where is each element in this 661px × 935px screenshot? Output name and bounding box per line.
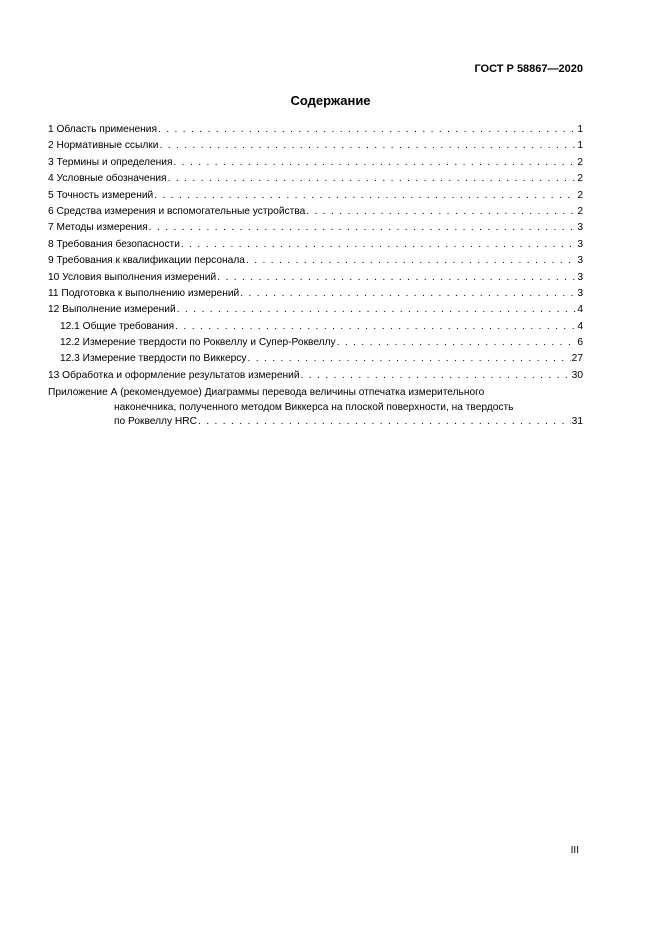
- toc-entry-label: 12.2 Измерение твердости по Роквеллу и Супер-Роквеллу: [60, 337, 336, 349]
- standard-code: ГОСТ Р 58867—2020: [474, 63, 583, 75]
- toc-entry-appendix-a[interactable]: [48, 386, 583, 430]
- toc-leader-dots: [158, 124, 576, 135]
- toc-entry-label: 12.3 Измерение твердости по Виккерсу: [60, 353, 247, 365]
- toc-entry-page: 3: [577, 222, 583, 234]
- toc-entry-13[interactable]: [48, 370, 583, 386]
- toc-leader-dots: [175, 321, 576, 332]
- toc-entry-5[interactable]: [48, 190, 583, 206]
- toc-entry-page: 4: [577, 304, 583, 316]
- appendix-line-3-text: по Роквеллу HRC: [114, 416, 197, 428]
- toc-entry-2[interactable]: [48, 140, 583, 156]
- toc-leader-dots: [177, 304, 577, 315]
- appendix-page: 31: [571, 416, 583, 428]
- toc-entry-page: 2: [577, 173, 583, 185]
- toc-entry-page: 30: [571, 369, 583, 381]
- toc-entry-page: 2: [577, 156, 583, 168]
- toc-entry-4[interactable]: [48, 173, 583, 189]
- toc-entry-page: 6: [577, 337, 583, 349]
- toc-entry-11[interactable]: [48, 288, 583, 304]
- toc-entry-12-2[interactable]: [48, 337, 583, 353]
- toc-entry-label: 3 Термины и определения: [48, 156, 173, 168]
- toc-leader-dots: [301, 370, 571, 381]
- toc-entry-page: 3: [577, 238, 583, 250]
- toc-leader-dots: [159, 140, 576, 151]
- table-of-contents: [48, 124, 583, 430]
- toc-entry-7[interactable]: [48, 222, 583, 238]
- toc-entry-label: 12.1 Общие требования: [60, 320, 175, 332]
- toc-leader-dots: [246, 255, 576, 266]
- toc-leader-dots: [337, 337, 577, 348]
- appendix-line-1: Приложение А (рекомендуемое) Диаграммы перевода величины отпечатка измерительного: [48, 387, 485, 399]
- toc-leader-dots: [181, 239, 576, 250]
- toc-entry-label: 11 Подготовка к выполнению измерений: [48, 287, 240, 299]
- toc-entry-label: 9 Требования к квалификации персонала: [48, 255, 245, 267]
- toc-leader-dots: [168, 173, 577, 184]
- toc-entry-10[interactable]: [48, 272, 583, 288]
- toc-entry-page: 3: [577, 287, 583, 299]
- toc-leader-dots: [154, 190, 576, 201]
- toc-entry-page: 1: [577, 124, 583, 135]
- toc-entry-label: 12 Выполнение измерений: [48, 304, 176, 316]
- toc-leader-dots: [198, 415, 571, 430]
- toc-leader-dots: [217, 272, 576, 283]
- toc-entry-page: 3: [577, 255, 583, 267]
- toc-entry-label: 4 Условные обозначения: [48, 173, 167, 185]
- toc-entry-label: 2 Нормативные ссылки: [48, 140, 159, 152]
- toc-entry-label: 13 Обработка и оформление результатов измерений: [48, 369, 300, 381]
- toc-leader-dots: [173, 157, 576, 168]
- toc-entry-page: 2: [577, 205, 583, 217]
- toc-entry-label: 6 Средства измерения и вспомогательные устройства: [48, 205, 306, 217]
- toc-entry-3[interactable]: [48, 157, 583, 173]
- toc-entry-page: 3: [577, 271, 583, 283]
- toc-entry-page: 27: [571, 353, 583, 365]
- toc-leader-dots: [240, 288, 576, 299]
- toc-entry-8[interactable]: [48, 239, 583, 255]
- appendix-line-3: [48, 415, 583, 430]
- toc-entry-label: 7 Методы измерения: [48, 222, 148, 234]
- toc-entry-label: 1 Область применения: [48, 124, 157, 135]
- toc-entry-page: 4: [577, 320, 583, 332]
- toc-entry-label: 8 Требования безопасности: [48, 238, 180, 250]
- toc-entry-page: 2: [577, 189, 583, 201]
- toc-entry-9[interactable]: [48, 255, 583, 271]
- toc-entry-6[interactable]: [48, 206, 583, 222]
- toc-leader-dots: [247, 353, 570, 364]
- toc-entry-12[interactable]: [48, 304, 583, 320]
- toc-title: Содержание: [290, 93, 371, 108]
- toc-entry-12-3[interactable]: [48, 353, 583, 369]
- toc-leader-dots: [149, 222, 577, 233]
- page-number: III: [570, 845, 579, 856]
- toc-entry-1[interactable]: [48, 124, 583, 140]
- appendix-line-2: наконечника, полученного методом Виккерса на плоской поверхности, на твердость: [114, 401, 514, 413]
- toc-entry-label: 5 Точность измерений: [48, 189, 154, 201]
- toc-entry-page: 1: [577, 140, 583, 152]
- toc-entry-12-1[interactable]: [48, 321, 583, 337]
- toc-entry-label: 10 Условия выполнения измерений: [48, 271, 217, 283]
- toc-leader-dots: [306, 206, 576, 217]
